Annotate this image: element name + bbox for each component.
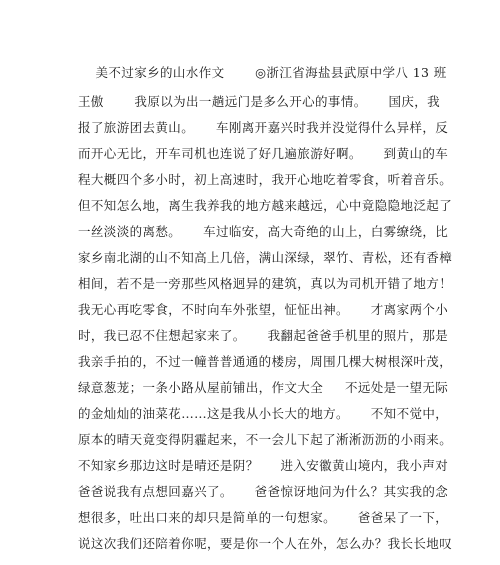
text-line: 原本的晴天竟变得阴霾起来，不一会儿下起了淅淅沥沥的小雨来。 [78,432,453,447]
text-line: 家乡南北湖的山不知高上几倍，满山深绿，翠竹、青松，还有香樟 [78,250,453,265]
text-line: 但不知怎么地，离生我养我的地方越来越远，心中竟隐隐地泛起了 [78,198,453,213]
text-line: 我无心再吃零食，不时向车外张望，怔怔出神。 才离家两个小 [78,302,449,317]
text-line: 时，我已忍不住想起家来了。 我翻起爸爸手机里的照片，那是 [78,328,449,343]
text-line: 想很多，吐出口来的却只是简单的一句想家。 爸爸呆了一下， [78,510,449,525]
text-line: 绿意葱茏；一条小路从屋前铺出，作文大全 不远处是一望无际 [78,380,449,395]
text-line: 的金灿灿的油菜花……这是我从小长大的地方。 不知不觉中， [78,406,449,421]
text-line: 我亲手拍的，不过一幢普普通通的楼房，周围几棵大树根深叶茂， [78,354,453,369]
text-line: 美不过家乡的山水作文 ◎浙江省海盐县武原中学八 13 班 [78,65,447,80]
text-line: 不知家乡那边这时是晴还是阴？ 进入安徽黄山境内，我小声对 [78,458,449,473]
text-line: 说这次我们还陪着你呢，要是你一个人在外，怎么办？我长长地叹 [78,536,453,551]
text-line: 报了旅游团去黄山。 车刚离开嘉兴时我并没觉得什么异样，反 [78,120,449,135]
text-line: 一丝淡淡的离愁。 车过临安，高大奇绝的山上，白雾缭绕，比 [78,224,449,239]
text-line: 而开心无比，开车司机也连说了好几遍旅游好啊。 到黄山的车 [78,146,449,161]
text-line: 王傲 我原以为出一趟远门是多么开心的事情。 国庆，我 [78,94,441,109]
text-line: 相间，若不是一旁那些风格迥异的建筑，真以为司机开错了地方！ [78,276,453,291]
text-line: 程大概四个多小时，初上高速时，我开心地吃着零食，听着音乐。 [78,172,453,187]
text-line: 爸爸说我有点想回嘉兴了。 爸爸惊讶地问为什么？其实我的念 [78,484,449,499]
page-bottom-edge [0,552,500,565]
